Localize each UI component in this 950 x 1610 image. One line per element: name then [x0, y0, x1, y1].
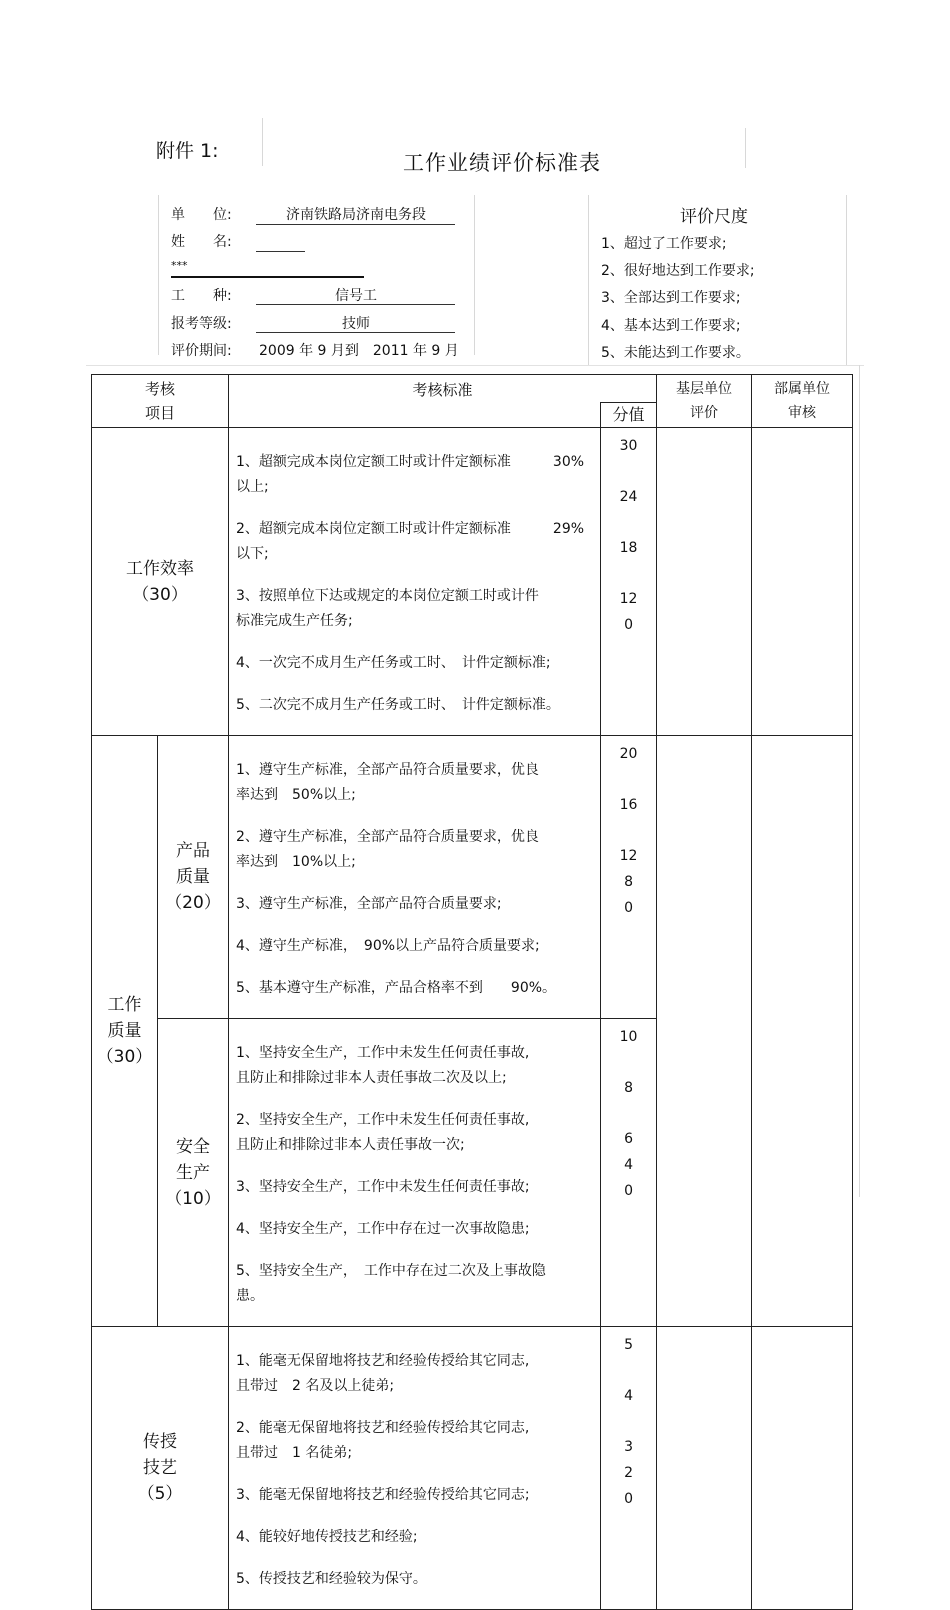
score-value: 6 — [624, 1131, 633, 1147]
criteria-item: 1、超额完成本岗位定额工时或计件定额标准 30% 以上; — [236, 454, 585, 495]
score-value: 0 — [624, 617, 633, 633]
level-label: 报考等级: — [171, 316, 232, 332]
divider — [745, 128, 746, 168]
masked-underline — [171, 276, 364, 278]
criteria-item: 3、按照单位下达或规定的本岗位定额工时或计件 标准完成生产任务; — [236, 588, 539, 629]
header-score: 分值 — [601, 403, 657, 428]
unit-label: 单 位: — [171, 207, 232, 223]
criteria-item: 2、遵守生产标准，全部产品符合质量要求，优良 率达到 10%以上; — [236, 829, 539, 870]
criteria-item: 4、能较好地传授技艺和经验; — [236, 1529, 418, 1545]
criteria-item: 4、一次完不成月生产任务或工时、 计件定额标准; — [236, 655, 551, 671]
criteria-item: 4、遵守生产标准， 90%以上产品符合质量要求; — [236, 938, 540, 954]
scale-item: 3、全部达到工作要求; — [601, 290, 741, 306]
score-value: 2 — [624, 1465, 633, 1481]
score-value: 4 — [624, 1388, 633, 1404]
scale-title: 评价尺度 — [680, 207, 748, 227]
criteria-item: 3、遵守生产标准，全部产品符合质量要求; — [236, 896, 502, 912]
job-label: 工 种: — [171, 288, 232, 304]
divider — [86, 365, 864, 366]
subcategory-safety: 安全 生产 （10） — [158, 1019, 229, 1327]
criteria-item: 5、传授技艺和经验较为保守。 — [236, 1571, 427, 1587]
divider — [846, 195, 847, 365]
score-cell — [601, 428, 657, 736]
table-row — [92, 736, 853, 1019]
criteria-item: 3、能毫无保留地将技艺和经验传授给其它同志; — [236, 1487, 530, 1503]
unit-value: 济南铁路局济南电务段 — [286, 207, 426, 223]
score-cell — [601, 1327, 657, 1610]
category-teaching: 传授 技艺 （5） — [92, 1327, 229, 1610]
score-value: 8 — [624, 1080, 633, 1096]
divider — [262, 118, 263, 166]
level-underline — [256, 332, 455, 333]
header-base-eval: 基层单位 评价 — [657, 375, 752, 428]
divider — [474, 195, 475, 355]
subcategory-product: 产品 质量 （20） — [158, 736, 229, 1019]
base-eval-cell[interactable] — [657, 1327, 752, 1610]
criteria-item: 4、坚持安全生产，工作中存在过一次事故隐患; — [236, 1221, 530, 1237]
criteria-item: 5、基本遵守生产标准，产品合格率不到 90%。 — [236, 980, 557, 996]
criteria-cell — [229, 428, 601, 736]
dept-review-cell[interactable] — [752, 428, 853, 736]
level-value: 技师 — [342, 316, 370, 332]
dept-review-cell[interactable] — [752, 736, 853, 1327]
divider — [588, 195, 589, 365]
criteria-item: 2、能毫无保留地将技艺和经验传授给其它同志, 且带过 1 名徒弟; — [236, 1420, 530, 1461]
score-value: 12 — [619, 848, 638, 864]
header-item: 考核 项目 — [92, 375, 229, 428]
score-value: 24 — [619, 489, 638, 505]
criteria-item: 5、坚持安全生产， 工作中存在过二次及上事故隐 患。 — [236, 1263, 546, 1304]
base-eval-cell[interactable] — [657, 428, 752, 736]
unit-underline — [256, 224, 455, 225]
criteria-item: 2、坚持安全生产，工作中未发生任何责任事故, 且防止和排除过非本人责任事故一次; — [236, 1112, 530, 1153]
scale-item: 1、超过了工作要求; — [601, 236, 727, 252]
criteria-cell — [229, 736, 601, 1019]
criteria-cell — [229, 1327, 601, 1610]
score-value: 0 — [624, 1491, 633, 1507]
table-header-row — [92, 375, 853, 403]
scale-item: 2、很好地达到工作要求; — [601, 263, 755, 279]
criteria-cell — [229, 1019, 601, 1327]
job-value: 信号工 — [335, 288, 377, 304]
score-value: 12 — [619, 591, 638, 607]
attachment-label: 附件 1: — [156, 140, 219, 162]
score-value: 20 — [619, 746, 638, 762]
name-label: 姓 名: — [171, 234, 232, 250]
table-row — [92, 1327, 853, 1610]
masked-text: *** — [171, 259, 188, 272]
score-cell — [601, 1019, 657, 1327]
category-quality: 工作 质量 （30） — [92, 736, 158, 1327]
period-value: 2009 年 9 月到 2011 年 9 月 — [259, 343, 459, 359]
base-eval-cell[interactable] — [657, 736, 752, 1327]
score-value: 5 — [624, 1337, 633, 1353]
header-standard: 考核标准 — [229, 375, 657, 403]
table-row — [92, 428, 853, 736]
evaluation-table — [91, 374, 853, 1610]
scale-item: 5、未能达到工作要求。 — [601, 345, 750, 361]
score-value: 0 — [624, 900, 633, 916]
score-value: 10 — [619, 1029, 638, 1045]
page-title: 工作业绩评价标准表 — [403, 151, 601, 175]
score-value: 3 — [624, 1439, 633, 1455]
divider — [158, 195, 159, 355]
criteria-item: 5、二次完不成月生产任务或工时、 计件定额标准。 — [236, 697, 560, 713]
divider — [859, 365, 860, 1197]
scale-item: 4、基本达到工作要求; — [601, 318, 741, 334]
criteria-item: 1、坚持安全生产，工作中未发生任何责任事故, 且防止和排除过非本人责任事故二次及以上; — [236, 1045, 530, 1086]
score-value: 0 — [624, 1183, 633, 1199]
dept-review-cell[interactable] — [752, 1327, 853, 1610]
score-value: 4 — [624, 1157, 633, 1173]
header-dept-review: 部属单位 审核 — [752, 375, 853, 428]
score-value: 30 — [619, 438, 638, 454]
job-underline — [256, 304, 455, 305]
score-value: 16 — [619, 797, 638, 813]
criteria-item: 2、超额完成本岗位定额工时或计件定额标准 29% 以下; — [236, 521, 585, 562]
score-value: 8 — [624, 874, 633, 890]
category-efficiency: 工作效率 （30） — [92, 428, 229, 736]
score-value: 18 — [619, 540, 638, 556]
name-underline — [256, 251, 305, 252]
criteria-item: 3、坚持安全生产，工作中未发生任何责任事故; — [236, 1179, 530, 1195]
period-label: 评价期间: — [171, 343, 232, 359]
criteria-item: 1、遵守生产标准，全部产品符合质量要求，优良 率达到 50%以上; — [236, 762, 539, 803]
score-cell — [601, 736, 657, 1019]
criteria-item: 1、能毫无保留地将技艺和经验传授给其它同志, 且带过 2 名及以上徒弟; — [236, 1353, 530, 1394]
